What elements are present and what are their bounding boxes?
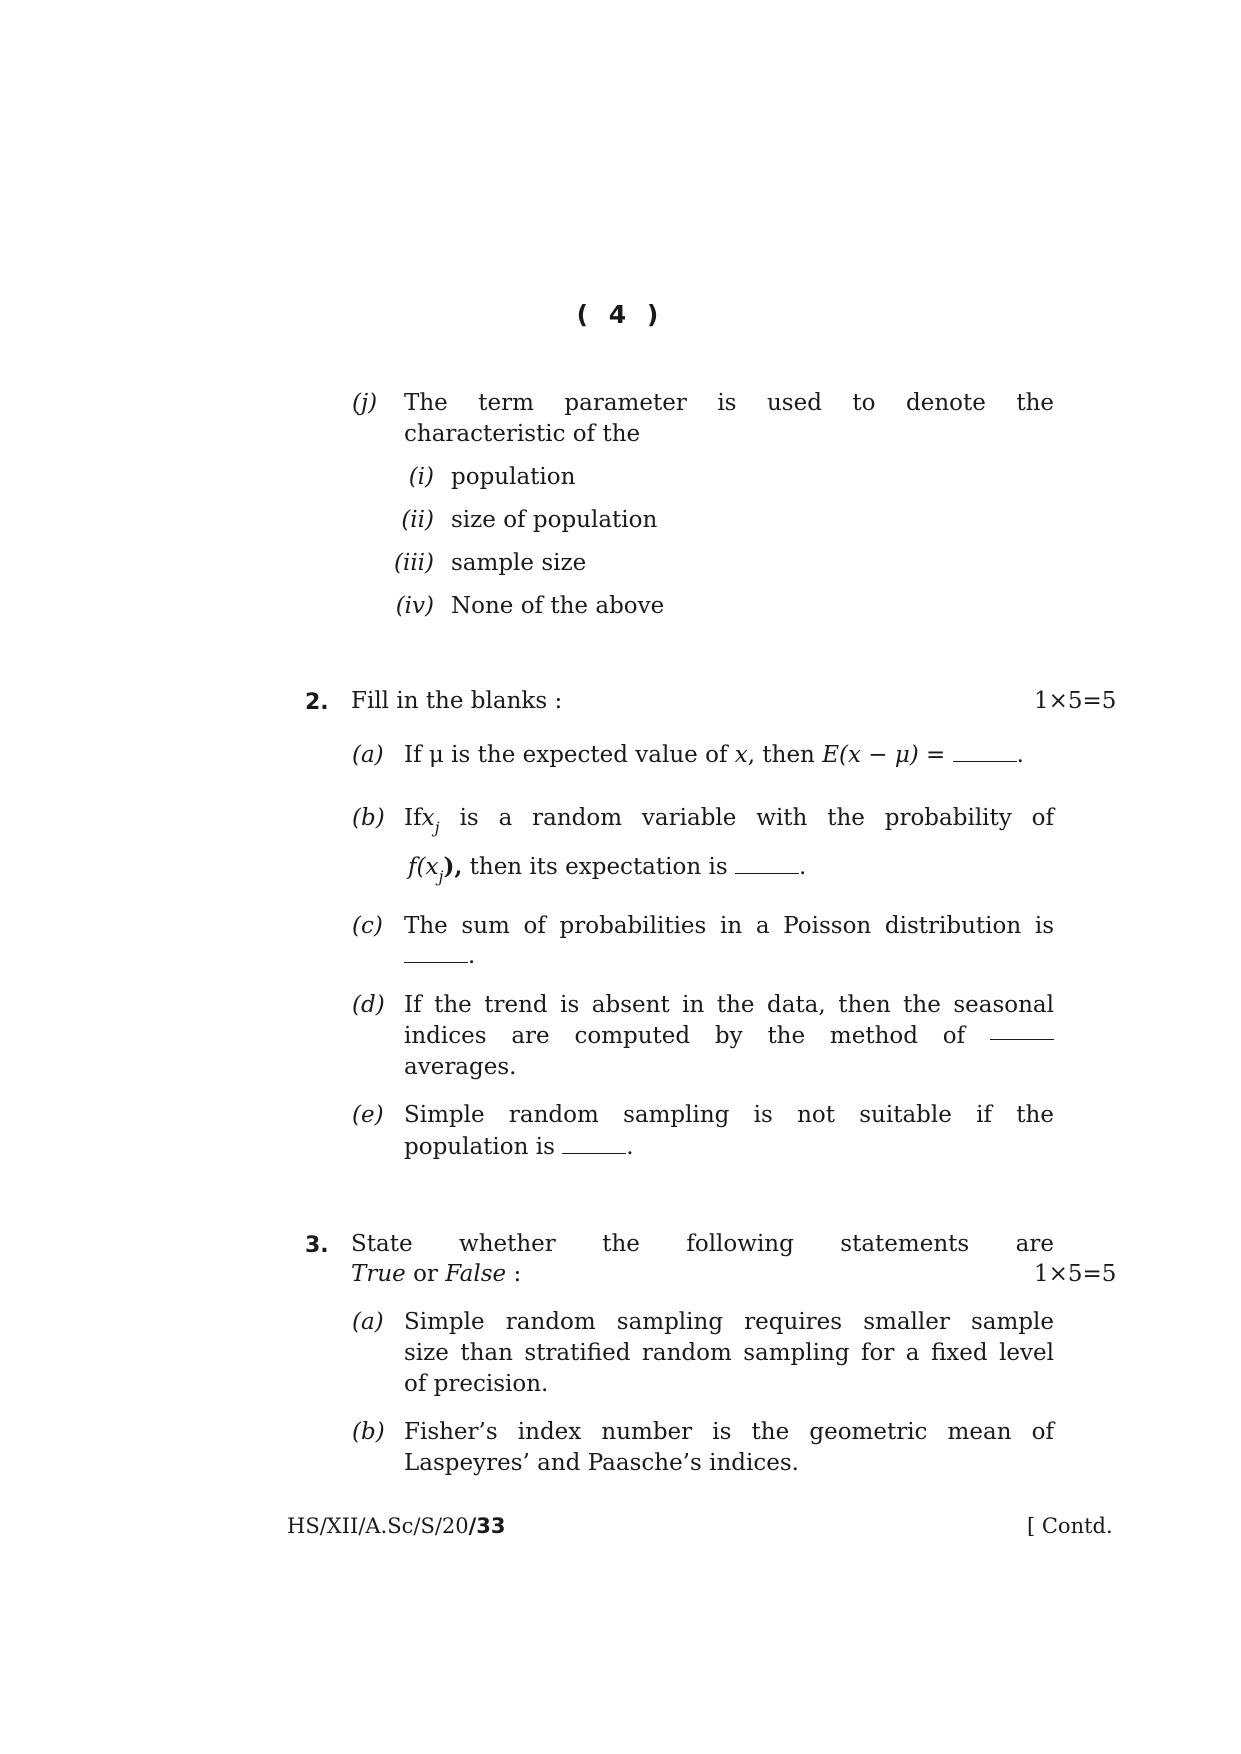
q3-line1 [351,1231,1054,1257]
q2-marks: 1×5=5 [1034,688,1117,714]
word: is [717,390,737,416]
q2a-end: . [1016,742,1024,768]
q3a-line3: of precision. [404,1371,549,1397]
q2e-pre: population is [404,1134,555,1160]
var-sub: j [434,818,440,837]
q2b-func [408,853,463,886]
q2b-post2: then its expectation is [469,854,728,880]
contd-label: [ Contd. [1027,1514,1113,1538]
q3a-line1: Simple random sampling requires smaller sample [404,1309,1054,1335]
q3b-line2: Laspeyres’ and Paasche’s indices. [404,1450,799,1476]
word: Simple [404,1102,485,1128]
q2e-end: . [626,1134,634,1160]
q2d-line1: If the trend is absent in the data, then the seasonal [404,992,1054,1018]
paper-code [287,1514,506,1538]
q2c-label: (c) [352,913,383,939]
word: by [714,1023,743,1049]
q2d-line3: averages. [404,1054,517,1080]
option-label: (ii) [401,507,434,533]
q2e-line2 [404,1134,634,1160]
word: suitable [859,1102,952,1128]
option-text: None of the above [451,593,665,619]
word: the [1016,1102,1054,1128]
q3-number: 3. [305,1233,329,1258]
q3b-line1: Fisher’s index number is the geometric mean of [404,1419,1054,1445]
func-close: ), [443,853,463,880]
word: are [1015,1231,1054,1257]
q2b-end: . [798,854,807,880]
q2b-line1 [404,805,1054,837]
q2a-mid: , then [747,742,815,768]
colon: : [513,1261,522,1287]
option-text: sample size [451,550,587,576]
blank-line [562,1137,626,1154]
q2d-label: (d) [352,992,385,1018]
q2d-line2 [404,1023,1054,1049]
q2c-line1: The sum of probabilities in a Poisson distribution is [404,913,1054,939]
word: of [942,1023,966,1049]
q1j-label: (j) [352,390,378,416]
word: are [511,1023,550,1049]
word: if [976,1102,992,1128]
word: State [351,1231,413,1257]
q2e-line1 [404,1102,1054,1128]
q1j-line1 [404,390,1054,416]
word: indices [404,1023,487,1049]
q2b-label: (b) [352,805,385,831]
word: computed [574,1023,691,1049]
q2a-pre: If μ is the expected value of [404,742,728,768]
q2-number: 2. [305,690,329,715]
word: The [404,390,448,416]
word: following [686,1231,794,1257]
word: whether [459,1231,556,1257]
q2b-post: is a random variable with the probability of [459,805,1054,831]
blank-line [404,946,468,963]
var-base: x [421,805,435,831]
q3-line2 [351,1261,521,1287]
q3-marks: 1×5=5 [1034,1261,1117,1287]
option-label: (iii) [393,550,434,576]
q2a-var: x [734,742,748,768]
false-word: False [445,1261,507,1287]
q3a-label: (a) [352,1309,384,1335]
q2b-line2 [408,853,807,886]
q2e-label: (e) [352,1102,384,1128]
word: to [852,390,876,416]
word: denote [905,390,986,416]
option-label: (i) [408,464,434,490]
word: random [508,1102,599,1128]
blank-line [990,1023,1054,1040]
q2a-label: (a) [352,742,384,768]
option-label: (iv) [395,593,434,619]
func-sub: j [438,867,444,886]
q2c-line2 [404,943,475,969]
word: used [766,390,822,416]
word: the [767,1023,806,1049]
blank-line [735,857,799,874]
q2b-var [421,805,440,837]
q2-title: Fill in the blanks : [351,688,563,714]
q1j-line2: characteristic of the [404,421,641,447]
word: is [753,1102,773,1128]
q3a-line2: size than stratified random sampling for a fixed level [404,1340,1054,1366]
or-word: or [413,1261,438,1287]
word: the [1016,390,1054,416]
option-text: size of population [451,507,658,533]
paper-code-suffix: /33 [468,1514,506,1538]
q2b-pre: If [404,805,422,831]
blank-line [953,745,1017,762]
true-word: True [351,1261,406,1287]
word: not [797,1102,835,1128]
paper-code-prefix: HS/XII/A.Sc/S/20 [287,1514,469,1538]
word: term [478,390,534,416]
word: sampling [623,1102,730,1128]
q2a-expr: E(x − μ) = [822,742,946,768]
q2a-text [404,742,1024,768]
option-text: population [451,464,576,490]
word: statements [840,1231,970,1257]
q3b-label: (b) [352,1419,385,1445]
page-number: ( 4 ) [576,300,665,329]
q2c-end: . [468,943,476,969]
func: f(x [408,854,439,880]
word: parameter [564,390,687,416]
word: method [829,1023,918,1049]
word: the [602,1231,640,1257]
